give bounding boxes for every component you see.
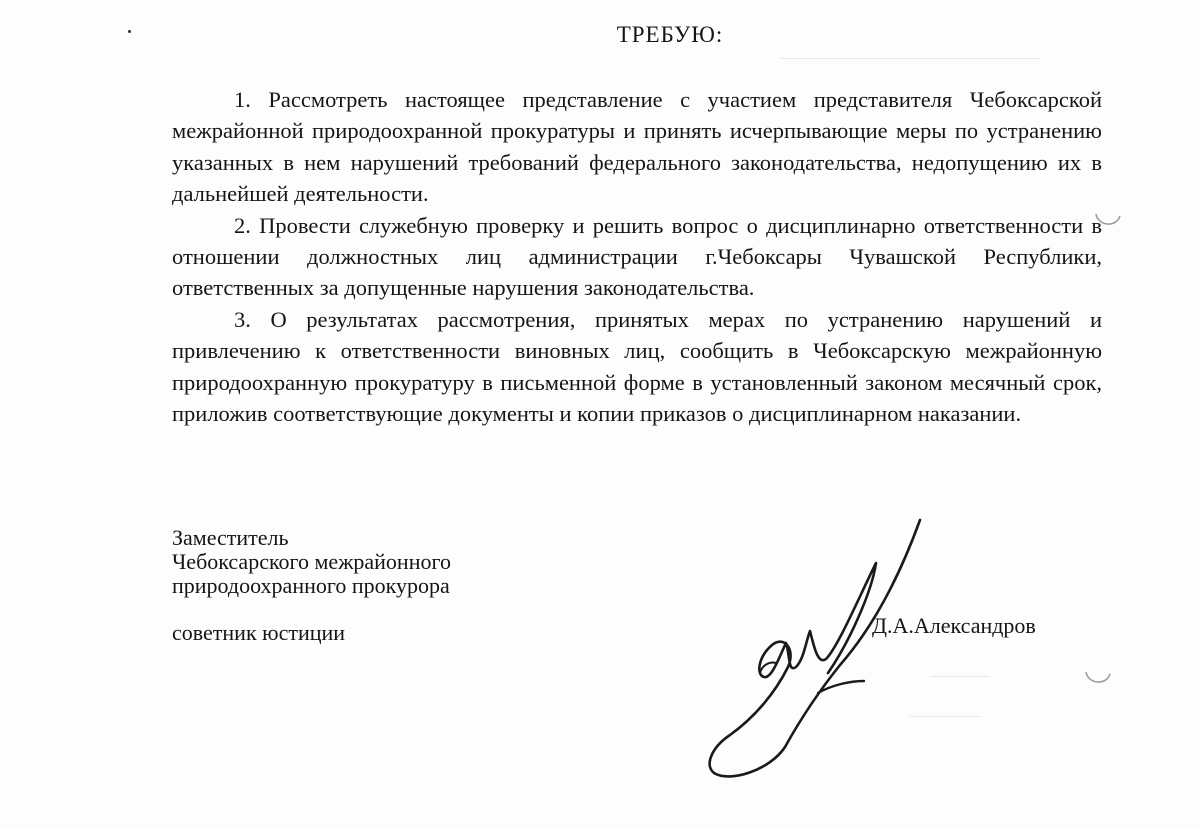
document-heading: ТРЕБУЮ: (616, 22, 724, 47)
signatory-block (172, 526, 451, 645)
punch-hole-mark (1094, 210, 1122, 230)
requirement-item-2: 2. Провести служебную проверку и решить вопрос о дисциплинарно ответственности в отношении должностных лиц администрации г.Чебоксары Чувашской Республики, ответственных за допущенные нарушения законодательства. (172, 212, 1102, 301)
handwritten-signature (700, 515, 940, 790)
requirement-item-3: 3. О результатах рассмотрения, принятых мерах по устранению нарушений и привлечению к ответственности виновных лиц, сообщить в Чебоксарскую межрайонную природоохранную прокуратуру в письменной форме в установленный законом месячный срок, приложив соответствующие документы и копии приказов о дисциплинарном наказании. (172, 306, 1102, 427)
signatory-rank: советник юстиции (172, 620, 346, 645)
requirement-item-1: 1. Рассмотреть настоящее представление с участием представителя Чебоксарской межрайонной природоохранной прокуратуры и принять исчерпывающие меры по устранению указанных в нем нарушений требований федерального законодательства, недопущению их в дальнейшей деятельности. (172, 87, 1102, 207)
signatory-position-line-3: природоохранного прокурора (172, 573, 450, 598)
punch-hole-mark (1084, 668, 1112, 688)
signatory-name: Д.А.Александров (872, 613, 1036, 638)
requirements-list (172, 84, 1102, 429)
scan-bleed-line (780, 58, 1040, 59)
signatory-position-line-1: Заместитель (172, 525, 289, 550)
signatory-position-line-2: Чебоксарского межрайонного (172, 549, 451, 574)
